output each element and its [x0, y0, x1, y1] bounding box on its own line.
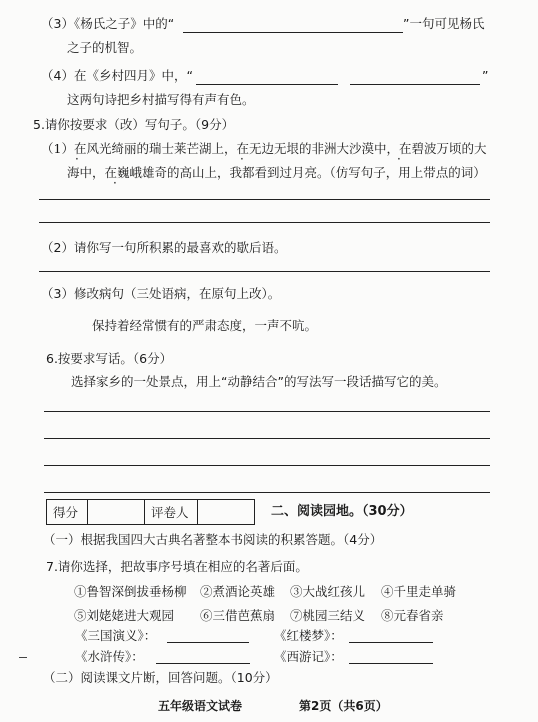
footer-page: 第2页（共6页） — [299, 699, 388, 713]
q5-s2: （2）请你写一句所积累的最喜欢的歇后语。 — [41, 240, 287, 255]
q5-s3: （3）修改病句（三处语病，在原句上改）。 — [41, 286, 281, 301]
q5-s3-sentence: 保持着经常惯有的严肃态度，一声不吭。 — [92, 318, 318, 333]
margin-mark — [19, 657, 27, 658]
score-label: 得分 — [47, 500, 88, 525]
q6-answer-line-4[interactable] — [44, 492, 490, 493]
option-4: ④千里走单骑 — [381, 584, 457, 599]
item4-blank-1[interactable] — [196, 84, 338, 85]
q5-s1-line2 — [67, 165, 486, 180]
option-3: ③大战红孩儿 — [290, 584, 366, 599]
option-7: ⑦桃园三结义 — [290, 608, 366, 623]
q5-s1-l1a: （1）在风光绮丽的瑞士莱芒湖上， — [41, 141, 237, 156]
item3-continuation: 之子的机智。 — [67, 40, 143, 55]
item3-suffix: ”一句可见杨氏 — [403, 16, 485, 31]
item4-blank-2[interactable] — [350, 84, 480, 85]
book-xiyouji-label: 《西游记》： — [274, 649, 343, 664]
book-hongloumeng-label: 《红楼梦》： — [274, 628, 343, 643]
option-5: ⑤刘姥姥进大观园 — [74, 608, 175, 623]
footer-subject: 五年级语文试卷 — [158, 699, 243, 713]
q6-prompt: 选择家乡的一处景点，用上“动静结合”的写法写一段话描写它的美。 — [71, 374, 447, 389]
item4-close-quote: ” — [482, 68, 489, 83]
q5-s1-l2c: （仿写句子，用上带点的词） — [329, 165, 486, 180]
book-sanguo-blank[interactable] — [167, 642, 249, 643]
q7-title: 7.请你选择，把故事序号填在相应的名著后面。 — [46, 559, 308, 574]
q5-s1-l1c: 在碧波万顷的大 — [398, 141, 487, 156]
q5-title: 5.请你按要求（改）写句子。（9分） — [33, 117, 235, 132]
book-hongloumeng-blank[interactable] — [349, 642, 433, 643]
emphasis-dot-3: · — [397, 152, 401, 166]
score-box — [46, 499, 255, 525]
q5-s1-answer-line-2[interactable] — [39, 222, 490, 223]
q5-s1-l1b: 在无边无垠的非洲大沙漠中， — [236, 141, 399, 156]
option-1: ①鲁智深倒拔垂杨柳 — [74, 584, 187, 599]
q5-s1-line1 — [41, 141, 487, 156]
q5-s1-l2a: 海中， — [67, 165, 105, 180]
option-6: ⑥三借芭蕉扇 — [200, 608, 276, 623]
grader-cell[interactable] — [198, 500, 255, 525]
section2-sub1: （一）根据我国四大古典名著整本书阅读的积累答题。（4分） — [43, 532, 383, 547]
item4-prefix: （4）在《乡村四月》中，“ — [41, 68, 193, 83]
q6-answer-line-2[interactable] — [44, 438, 490, 439]
item4-continuation: 这两句诗把乡村描写得有声有色。 — [67, 92, 255, 107]
score-cell[interactable] — [88, 500, 145, 525]
emphasis-dot-4: · — [113, 176, 117, 190]
book-shuihu-blank[interactable] — [156, 663, 250, 664]
q6-answer-line-1[interactable] — [44, 411, 490, 412]
book-sanguo-label: 《三国演义》： — [75, 628, 157, 643]
q6-title: 6.按要求写话。（6分） — [46, 351, 173, 366]
q5-s2-answer-line[interactable] — [39, 271, 490, 272]
item3-answer-blank[interactable] — [183, 32, 403, 33]
emphasis-dot-2: · — [240, 152, 244, 166]
option-8: ⑧元春省亲 — [381, 608, 444, 623]
section2-title: 二、阅读园地。（30分） — [271, 504, 413, 519]
book-xiyouji-blank[interactable] — [349, 663, 433, 664]
emphasis-dot-1: · — [75, 152, 79, 166]
section2-sub2: （二）阅读课文片断，回答问题。（10分） — [43, 670, 278, 685]
grader-label: 评卷人 — [145, 500, 198, 525]
book-shuihu-label: 《水浒传》： — [75, 649, 144, 664]
q6-answer-line-3[interactable] — [44, 465, 490, 466]
option-2: ②煮酒论英雄 — [200, 584, 276, 599]
q5-s1-l2b: 在巍峨雄奇的高山上，我都看到过月亮。 — [104, 165, 330, 180]
item3-prefix: （3）《杨氏之子》中的“ — [41, 16, 175, 31]
q5-s1-answer-line-1[interactable] — [39, 199, 490, 200]
